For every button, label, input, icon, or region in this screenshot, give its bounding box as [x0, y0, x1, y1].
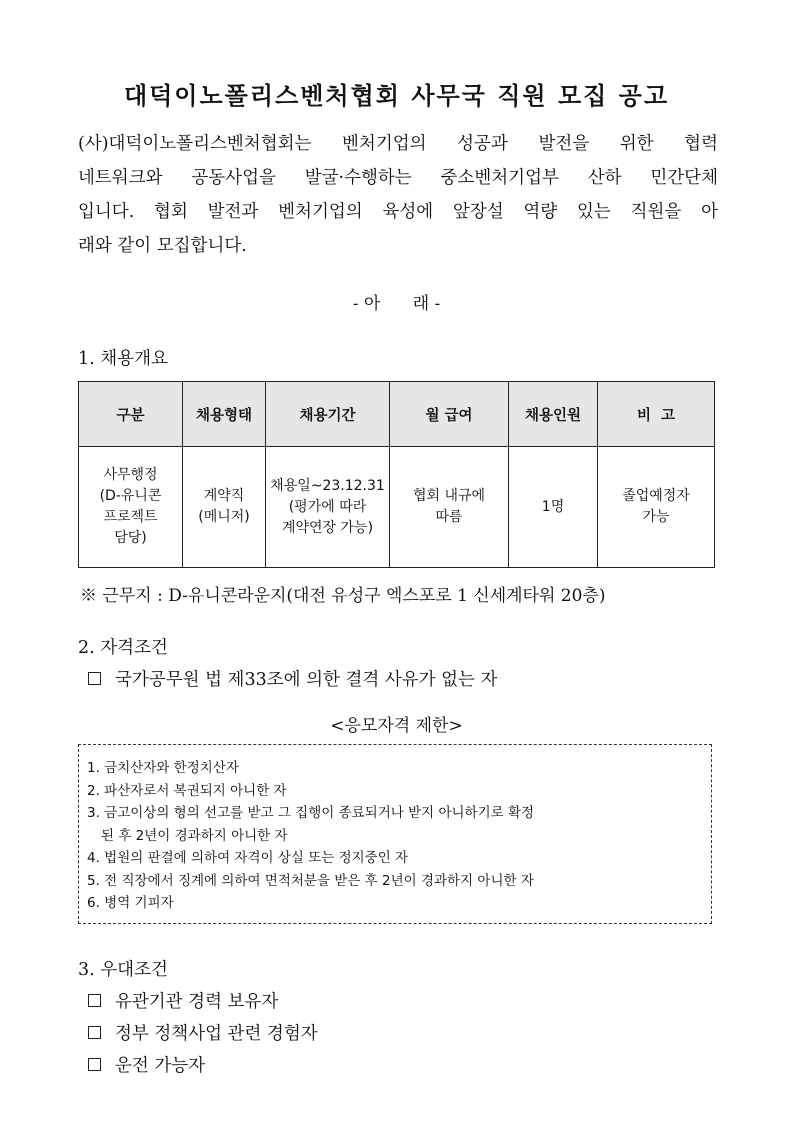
- section3-heading: 3. 우대조건: [78, 960, 168, 980]
- preference-item: [88, 988, 278, 1013]
- restriction-item: 3. 금고이상의 형의 선고를 받고 그 집행이 종료되거나 받지 아니하기로 확정: [87, 805, 535, 821]
- preference-label: 유관기관 경력 보유자: [115, 992, 279, 1012]
- intro-line: 래와 같이 모집합니다.: [78, 236, 247, 256]
- preference-item: [88, 1052, 205, 1077]
- table-header-row: [79, 382, 715, 447]
- qualification-item: [88, 666, 497, 691]
- cell-employment-period: 채용일~23.12.31 (평가에 따라 계약연장 가능): [266, 447, 390, 568]
- header-remarks: 비 고: [598, 382, 715, 447]
- restriction-item: 된 후 2년이 경과하지 아니한 자: [101, 827, 288, 844]
- restriction-box: [78, 744, 712, 924]
- header-employment-period: 채용기간: [266, 382, 390, 447]
- qualification-label: 국가공무원 법 제33조에 의한 결격 사유가 없는 자: [115, 670, 498, 690]
- intro-line: 입니다. 협회 발전과 벤처기업의 육성에 앞장설 역량 있는 직원을 아: [78, 202, 718, 222]
- header-employment-type: 채용형태: [183, 382, 266, 447]
- checkbox-icon: [88, 672, 101, 685]
- cell-headcount: 1명: [509, 447, 598, 568]
- restriction-item: 6. 병역 기피자: [87, 895, 174, 911]
- preference-item: [88, 1020, 318, 1045]
- preference-label: 운전 가능자: [115, 1056, 206, 1076]
- table-row: [79, 447, 715, 568]
- cell-category: 사무행정 (D-유니콘 프로젝트 담당): [79, 447, 183, 568]
- checkbox-icon: [88, 1058, 101, 1071]
- header-headcount: 채용인원: [509, 382, 598, 447]
- recruitment-table: [78, 381, 715, 568]
- restriction-item: 4. 법원의 판결에 의하여 자격이 상실 또는 정지중인 자: [87, 850, 409, 866]
- checkbox-icon: [88, 1026, 101, 1039]
- intro-line: (사)대덕이노폴리스벤처협회는 벤처기업의 성공과 발전을 위한 협력: [78, 134, 718, 154]
- section1-heading: 1. 채용개요: [78, 349, 168, 369]
- page-title: 대덕이노폴리스벤처협회 사무국 직원 모집 공고: [123, 82, 670, 110]
- notice-heading: - 아 래 -: [352, 294, 441, 314]
- restriction-item: 2. 파산자로서 복권되지 아니한 자: [87, 782, 287, 799]
- cell-employment-type: 계약직 (메니저): [183, 447, 266, 568]
- restriction-title: <응모자격 제한>: [330, 716, 463, 736]
- workplace-note: ※ 근무지 : D-유니콘라운지(대전 유성구 엑스포로 1 신세계타워 20층): [80, 586, 606, 606]
- header-monthly-salary: 월 급여: [390, 382, 509, 447]
- restriction-item: 5. 전 직장에서 징계에 의하여 면적처분을 받은 후 2년이 경과하지 아니한 자: [87, 872, 534, 889]
- cell-monthly-salary: 협회 내규에 따름: [390, 447, 509, 568]
- intro-line: 네트워크와 공동사업을 발굴·수행하는 중소벤처기업부 산하 민간단체: [78, 168, 718, 188]
- preference-label: 정부 정책사업 관련 경험자: [115, 1024, 318, 1044]
- header-category: 구분: [79, 382, 183, 447]
- section2-heading: 2. 자격조건: [78, 638, 168, 658]
- checkbox-icon: [88, 994, 101, 1007]
- restriction-item: 1. 금치산자와 한정치산자: [87, 760, 239, 776]
- cell-remarks: 졸업예정자 가능: [598, 447, 715, 568]
